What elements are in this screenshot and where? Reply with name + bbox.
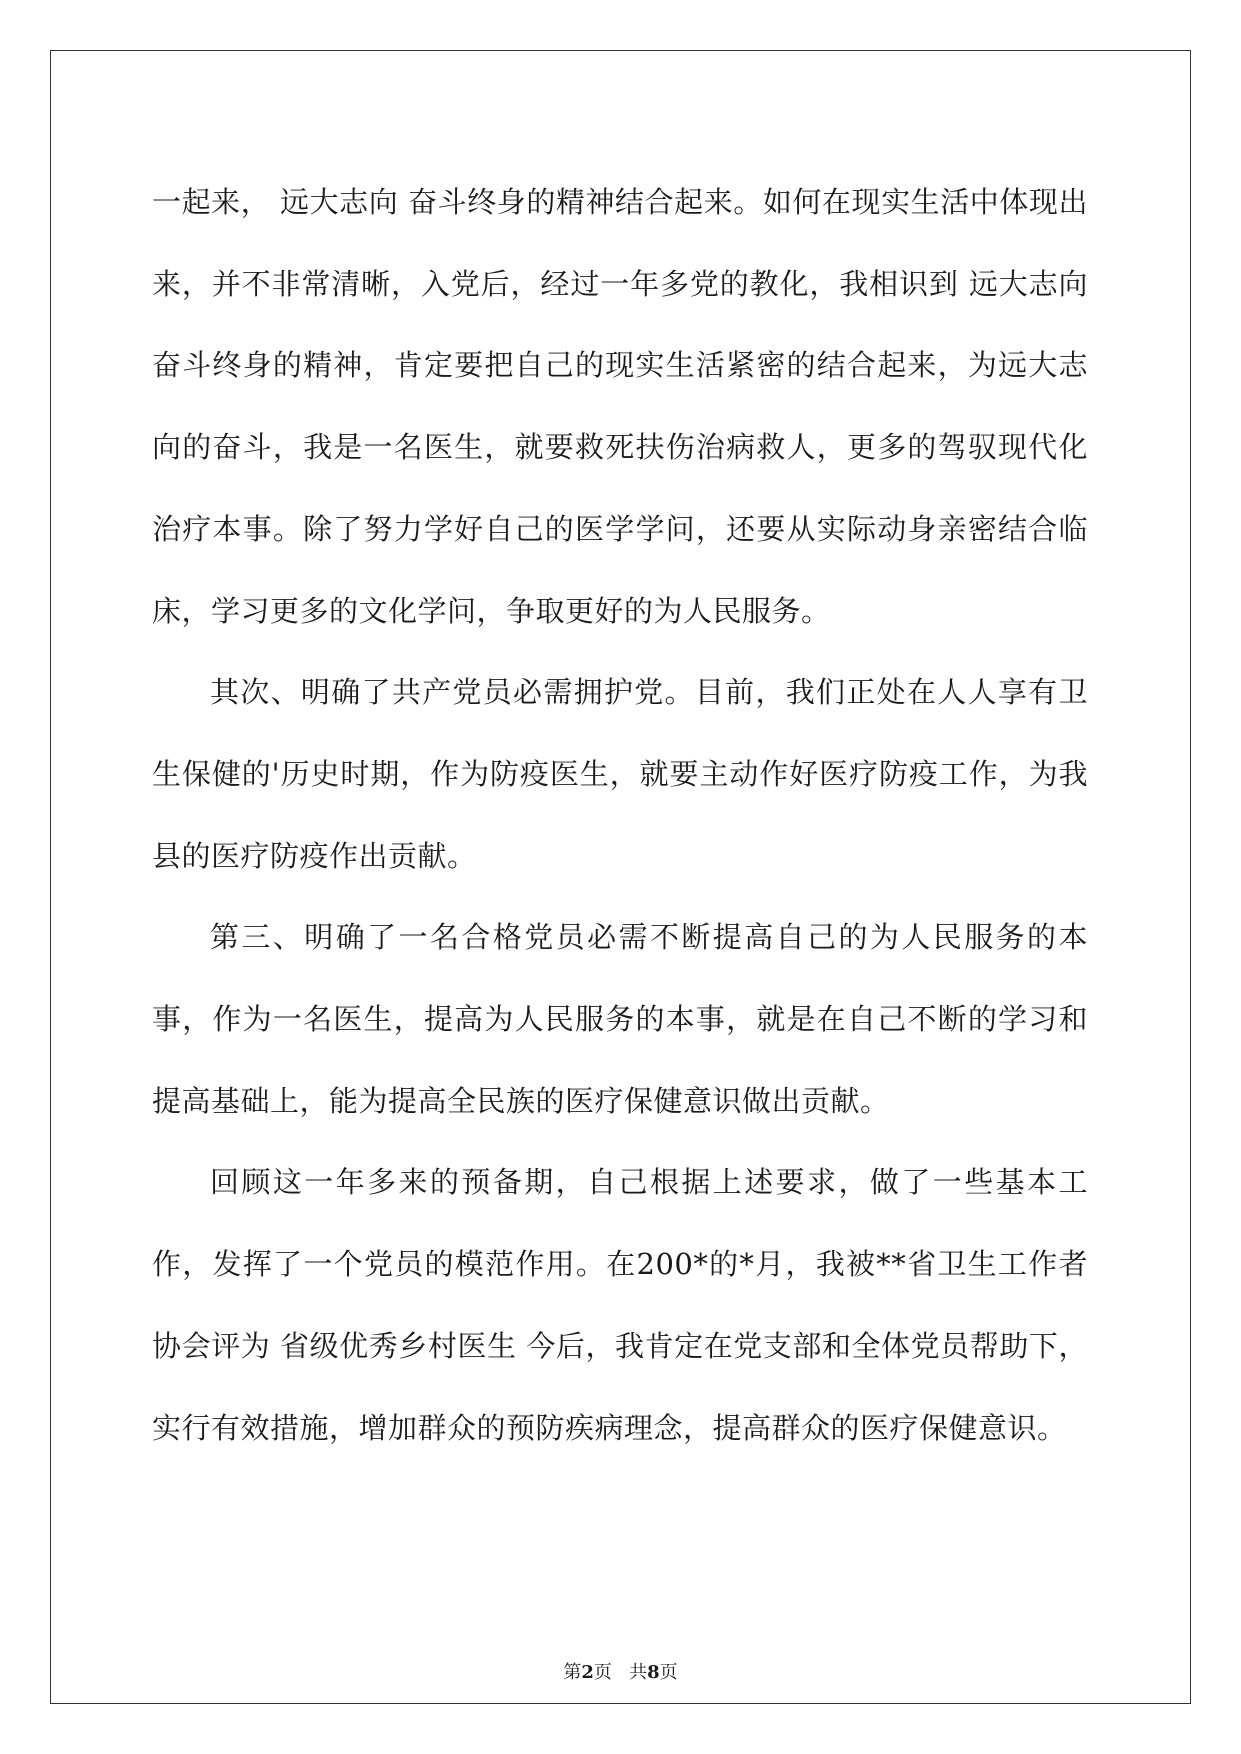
footer-total-suffix: 页 — [659, 1662, 678, 1683]
paragraph-1: 一起来， 远大志向 奋斗终身的精神结合起来。如何在现实生活中体现出来，并不非常清晰，入党后，经过一年多党的教化，我相识到 远大志向 奋斗终身的精神，肯定要把自己的现实生活紧密的结合起来，为远大志向的奋斗，我是一名医生，就要救死扶伤治病救人，更多的驾驭现代化治疗本事。除了努力学好自己的医学学问，还要从实际动身亲密结合临床，学习更多的文化学问，争取更好的为人民服务。 — [152, 185, 1088, 628]
total-page-number: 8 — [647, 1662, 660, 1683]
paragraph-2: 其次、明确了共产党员必需拥护党。目前，我们正处在人人享有卫生保健的'历史时期，作为防疫医生，就要主动作好医疗防疫工作，为我县的医疗防疫作出贡献。 — [152, 675, 1088, 873]
paragraph-3: 第三、明确了一名合格党员必需不断提高自己的为人民服务的本事，作为一名医生，提高为人民服务的本事，就是在自己不断的学习和提高基础上，能为提高全民族的医疗保健意识做出贡献。 — [152, 920, 1088, 1118]
paragraph-4: 回顾这一年多来的预备期，自己根据上述要求，做了一些基本工作，发挥了一个党员的模范作用。在200*的*月，我被**省卫生工作者协会评为 省级优秀乡村医生 今后，我肯定在党支部和全体党员帮助下，实行有效措施，增加群众的预防疾病理念，提高群众的医疗保健意识。 — [152, 1165, 1088, 1445]
document-body — [152, 162, 1088, 1469]
footer-page-word: 页 — [593, 1662, 612, 1683]
footer-prefix: 第 — [563, 1662, 582, 1683]
footer-total-prefix: 共 — [629, 1662, 648, 1683]
page-footer — [0, 1658, 1241, 1684]
current-page-number: 2 — [581, 1662, 594, 1683]
